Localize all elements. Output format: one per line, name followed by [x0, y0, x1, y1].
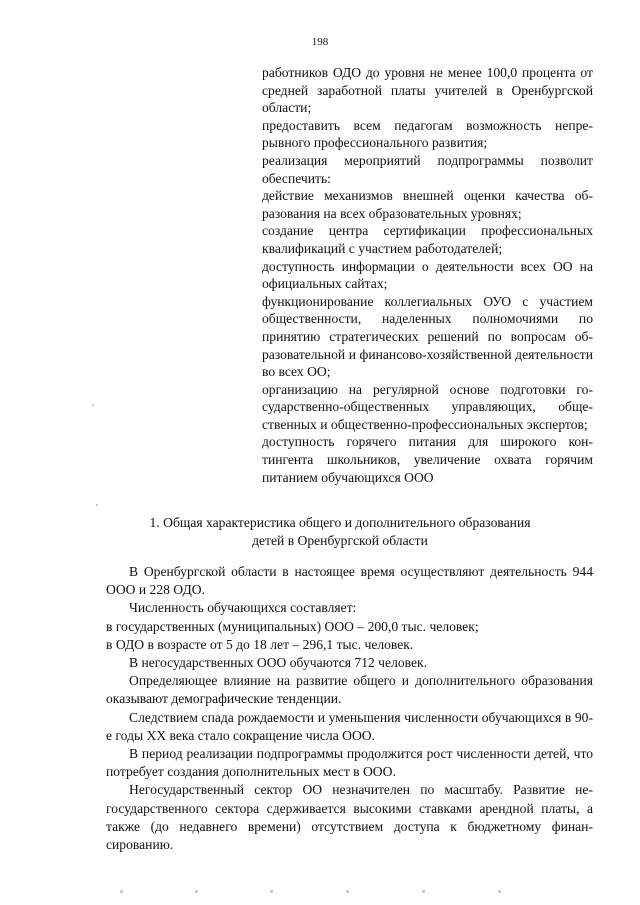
paragraph: Численность обучающихся составляет:	[129, 600, 357, 616]
list-item: работников ОДО до уровня не менее 100,0 процента от средней заработной платы учителей в Оренбургской области;	[262, 65, 593, 116]
scan-speck	[92, 404, 94, 406]
paragraph: Определяющее влияние на развитие общего и дополнительного образования оказывают демографические тенденции.	[106, 673, 593, 707]
list-item: действие механизмов внешней оценки качества образования на всех образовательных уровнях;	[262, 188, 593, 221]
list-item: предоставить всем педагогам возможность непрерывного профессионального развития;	[262, 117, 593, 151]
paragraph: В негосударственных ООО обучаются 712 человек.	[129, 655, 428, 671]
scan-speck	[96, 504, 98, 506]
list-item: создание центра сертификации профессиональных квалификаций с участием работодателей;	[262, 223, 593, 256]
list-item: функционирование коллегиальных ОУО с участием общественности, наделенных полномочиями по принятию стратегических решений по вопросам образовательной и финансово-хозяйственной деятельности во всех ОО;	[262, 293, 593, 380]
section-heading-line: детей в Оренбургской области	[252, 533, 428, 548]
paragraph: В Оренбургской области в настоящее время осуществляют деятельность 944 ООО и 228 ОДО.	[106, 564, 593, 598]
paragraph: в ОДО в возрасте от 5 до 18 лет – 296,1 тыс. человек.	[106, 636, 414, 652]
paragraph: в государственных (муниципальных) ООО – 200,0 тыс. человек;	[106, 618, 479, 634]
paragraph: В период реализации подпрограммы продолжится рост численности детей, что потребует создания дополнительных мест в ООО.	[106, 746, 593, 780]
paragraph: Негосударственный сектор ОО незначителен по масштабу. Развитие негосударственного сектора сдерживается высокими ставками арендной платы, а также (до недавнего времени) отсутствием доступа к бюджетному финансированию.	[106, 782, 593, 853]
list-item: доступность горячего питания для широкого контингента школьников, увеличение охвата горячим питанием обучающихся ООО	[262, 434, 593, 485]
list-item: доступность информации о деятельности всех ОО на официальных сайтах;	[262, 258, 593, 292]
section-body	[106, 563, 593, 854]
paragraph: Следствием спада рождаемости и уменьшения численности обучающихся в 90-е годы XX века стало сокращение числа ООО.	[106, 709, 593, 743]
section-heading	[120, 514, 560, 550]
right-column-list	[262, 64, 593, 486]
list-item: организацию на регулярной основе подготовки государственно-общественных управляющих, общественных и общественно-профессиональных экспертов;	[262, 381, 593, 432]
list-item: реализация мероприятий подпрограммы позволит обеспечить:	[262, 152, 593, 186]
section-heading-line: 1. Общая характеристика общего и дополнительного образования	[149, 515, 531, 530]
page-number: 198	[311, 36, 329, 48]
scan-artifacts	[100, 890, 540, 894]
